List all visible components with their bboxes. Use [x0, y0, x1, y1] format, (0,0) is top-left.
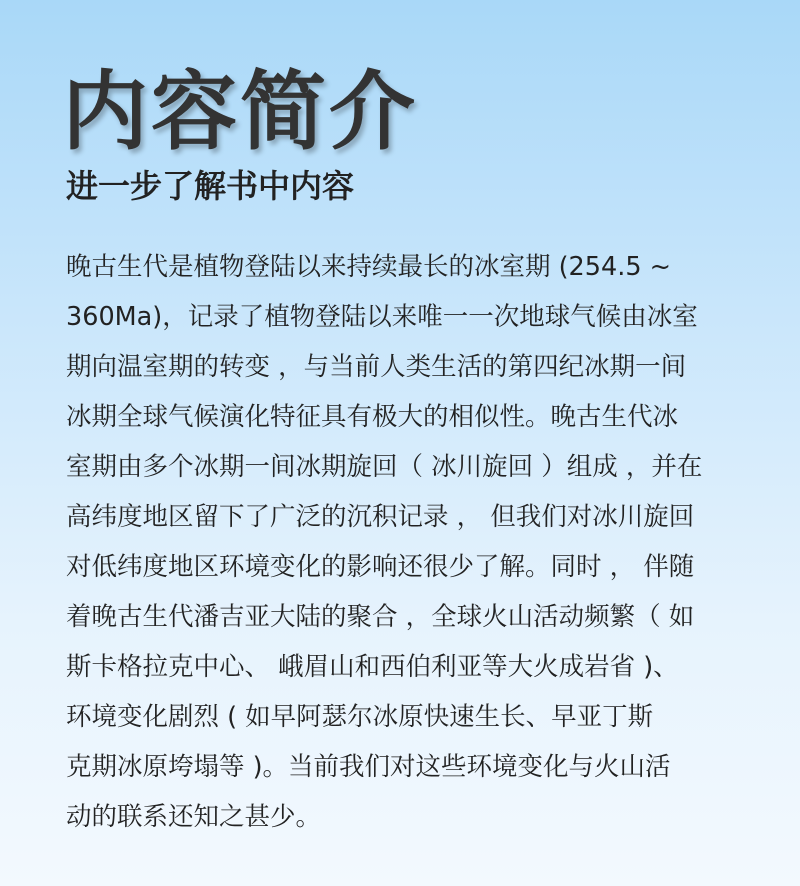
paragraph-line: 期向温室期的转变 ，与当前人类生活的第四纪冰期一间	[66, 352, 687, 382]
paragraph-line: 室期由多个冰期一间冰期旋回（ 冰川旋回 ）组成 ，并在	[66, 452, 703, 482]
page-subtitle: 进一步了解书中内容	[66, 167, 355, 205]
paragraph-line: 斯卡格拉克中心、 峨眉山和西伯利亚等大火成岩省 )、	[66, 652, 679, 682]
paragraph-line: 360Ma)，记录了植物登陆以来唯一一次地球气候由冰室	[66, 302, 698, 332]
paragraph-line: 对低纬度地区环境变化的影响还很少了解。同时 ， 伴随	[66, 552, 695, 582]
paragraph-line: 晚古生代是植物登陆以来持续最长的冰室期 (254.5 ~	[66, 252, 672, 282]
paragraph-line: 高纬度地区留下了广泛的沉积记录 ， 但我们对冰川旋回	[66, 502, 695, 532]
intro-paragraph	[66, 242, 756, 842]
paragraph-line: 着晚古生代潘吉亚大陆的聚合 ，全球火山活动频繁（ 如	[66, 602, 695, 632]
paragraph-line: 冰期全球气候演化特征具有极大的相似性。晚古生代冰	[66, 402, 679, 432]
paragraph-line: 克期冰原垮塌等 )。当前我们对这些环境变化与火山活	[66, 752, 671, 782]
paragraph-line: 动的联系还知之甚少。	[66, 802, 322, 832]
paragraph-line: 环境变化剧烈 ( 如早阿瑟尔冰原快速生长、早亚丁斯	[66, 702, 654, 732]
page-title: 内容简介	[62, 62, 418, 162]
